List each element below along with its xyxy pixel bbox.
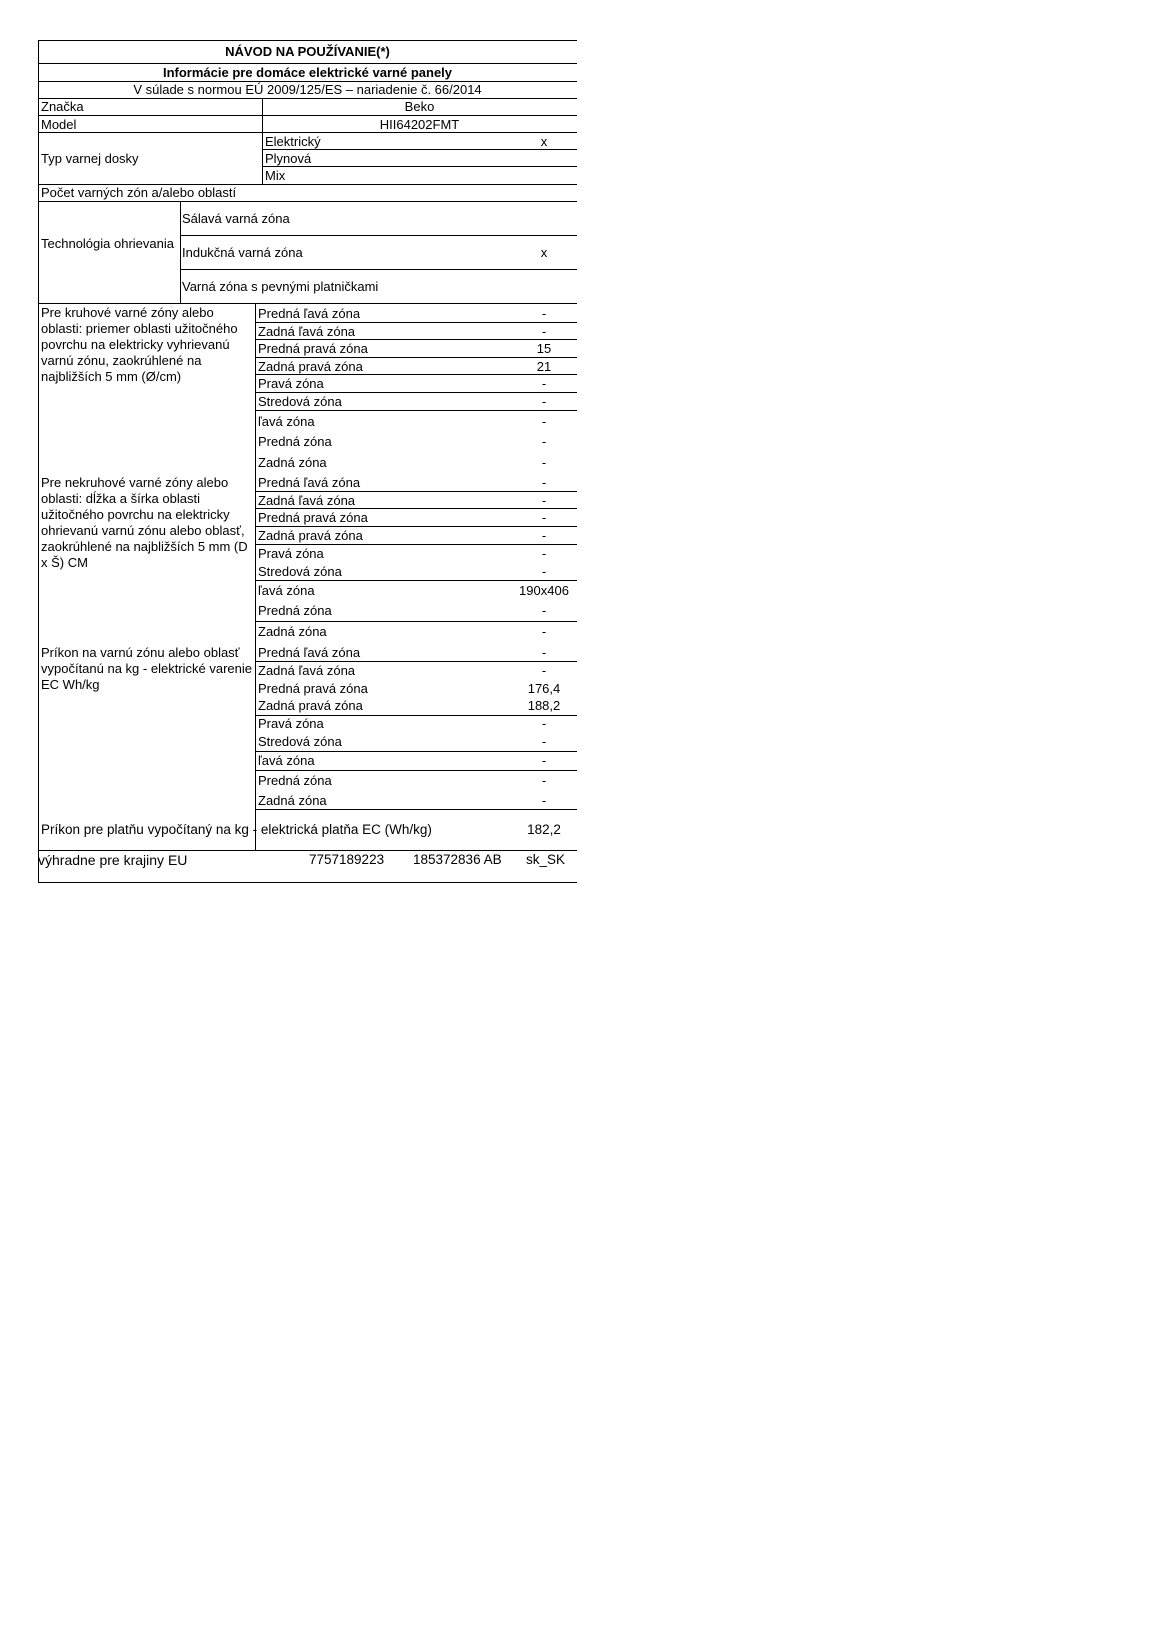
- section-label-round: Pre kruhové varné zóny alebo oblasti: priemer oblasti užitočného povrchu na elektricky vyhrievanú varnú zónu, zaokrúhlené na najbližších 5 mm (Ø/cm): [41, 305, 238, 384]
- zone-value: -: [541, 414, 547, 429]
- hob-type-option: Mix: [265, 168, 286, 183]
- zone-name: ľavá zóna: [258, 753, 315, 768]
- zone-value: 21: [536, 359, 552, 374]
- rule: [262, 166, 577, 167]
- rule: [180, 235, 577, 236]
- zone-name: Zadná pravá zóna: [258, 698, 363, 713]
- rule: [38, 132, 577, 133]
- zone-value: 188,2: [527, 698, 561, 713]
- zone-value: -: [541, 394, 547, 409]
- zone-name: Zadná ľavá zóna: [258, 493, 356, 508]
- zone-name: Zadná ľavá zóna: [258, 324, 356, 339]
- brand-label: Značka: [41, 99, 84, 114]
- rule: [38, 40, 39, 883]
- rule: [255, 491, 577, 492]
- zone-name: Predná pravá zóna: [258, 510, 368, 525]
- zone-name: Zadná zóna: [258, 793, 327, 808]
- rule: [255, 621, 577, 622]
- zone-value: 176,4: [527, 681, 561, 696]
- zone-name: Zadná pravá zóna: [258, 359, 363, 374]
- footer-region: výhradne pre krajiny EU: [38, 852, 188, 868]
- zone-name: Predná pravá zóna: [258, 681, 368, 696]
- zone-name: ľavá zóna: [258, 583, 315, 598]
- zone-value: -: [541, 603, 547, 618]
- section-label-nonround: Pre nekruhové varné zóny alebo oblasti: dĺžka a šírka oblasti užitočného povrchu na elektricky ohrievanú varnú zónu alebo oblasť, zaokrúhlené na najbližších 5 mm (D x Š) CM: [41, 475, 248, 570]
- rule: [38, 115, 577, 116]
- zone-value: -: [541, 510, 547, 525]
- heating-option: Varná zóna s pevnými platničkami: [182, 279, 379, 294]
- zone-name: Stredová zóna: [258, 564, 342, 579]
- zone-name: Pravá zóna: [258, 716, 324, 731]
- hob-type-option: Elektrický: [265, 134, 321, 149]
- zones-count-label: Počet varných zón a/alebo oblastí: [41, 185, 237, 200]
- heating-technology-label: Technológia ohrievania: [41, 236, 174, 251]
- zone-name: Zadná ľavá zóna: [258, 663, 356, 678]
- rule: [255, 661, 577, 662]
- total-value: 182,2: [527, 822, 561, 837]
- zone-value: -: [541, 773, 547, 788]
- zone-value: -: [541, 793, 547, 808]
- zone-name: ľavá zóna: [258, 414, 315, 429]
- rule: [255, 809, 577, 810]
- zone-value: -: [541, 734, 547, 749]
- heating-option: Sálavá varná zóna: [182, 211, 290, 226]
- zone-value: -: [541, 716, 547, 731]
- zone-name: Predná pravá zóna: [258, 341, 368, 356]
- rule: [255, 526, 577, 527]
- rule: [255, 392, 577, 393]
- rule: [38, 303, 577, 304]
- document-subtitle: Informácie pre domáce elektrické varné panely: [162, 65, 453, 80]
- hob-type-label: Typ varnej dosky: [41, 151, 139, 166]
- zone-value: 190x406: [519, 583, 569, 598]
- zone-name: Stredová zóna: [258, 394, 342, 409]
- rule: [255, 580, 577, 581]
- rule: [255, 508, 577, 509]
- zone-name: Predná zóna: [258, 434, 332, 449]
- zone-name: Stredová zóna: [258, 734, 342, 749]
- zone-name: Pravá zóna: [258, 546, 324, 561]
- rule: [255, 357, 577, 358]
- footer-code-1: 7757189223: [309, 852, 385, 867]
- zone-name: Predná ľavá zóna: [258, 645, 361, 660]
- rule: [255, 751, 577, 752]
- zone-name: Zadná zóna: [258, 624, 327, 639]
- hob-type-mark: x: [540, 134, 548, 149]
- total-label: Príkon pre platňu vypočítaný na kg - elektrická platňa EC (Wh/kg): [41, 822, 432, 837]
- norm-text: V súlade s normou EÚ 2009/125/ES – nariadenie č. 66/2014: [133, 82, 482, 97]
- hob-type-option: Plynová: [265, 151, 312, 166]
- zone-value: -: [541, 493, 547, 508]
- zone-value: -: [541, 564, 547, 579]
- section-label-power: Príkon na varnú zónu alebo oblasť vypočítanú na kg - elektrické varenie EC Wh/kg: [41, 645, 252, 692]
- zone-value: -: [541, 306, 547, 321]
- model-label: Model: [41, 117, 77, 132]
- zone-name: Predná ľavá zóna: [258, 306, 361, 321]
- rule: [262, 149, 577, 150]
- model-value: HII64202FMT: [379, 117, 460, 132]
- zone-value: -: [541, 663, 547, 678]
- zone-value: -: [541, 475, 547, 490]
- zone-value: -: [541, 546, 547, 561]
- brand-value: Beko: [404, 99, 435, 114]
- zone-value: -: [541, 324, 547, 339]
- zone-name: Predná zóna: [258, 603, 332, 618]
- rule: [255, 544, 577, 545]
- document-title: NÁVOD NA POUŽÍVANIE(*): [225, 44, 390, 59]
- rule: [255, 770, 577, 771]
- zone-value: -: [541, 528, 547, 543]
- rule: [38, 882, 577, 883]
- rule: [38, 40, 577, 41]
- footer-code-2: 185372836 AB: [413, 852, 502, 867]
- zone-value: 15: [536, 341, 552, 356]
- zone-name: Zadná pravá zóna: [258, 528, 363, 543]
- rule: [180, 201, 181, 303]
- rule: [255, 374, 577, 375]
- rule: [38, 201, 577, 202]
- zone-name: Pravá zóna: [258, 376, 324, 391]
- zone-value: -: [541, 434, 547, 449]
- footer-locale: sk_SK: [526, 852, 566, 867]
- zone-value: -: [541, 455, 547, 470]
- zone-value: -: [541, 753, 547, 768]
- rule: [38, 63, 577, 64]
- rule: [255, 339, 577, 340]
- rule: [180, 269, 577, 270]
- zone-value: -: [541, 624, 547, 639]
- heating-mark: x: [540, 245, 548, 260]
- zone-value: -: [541, 645, 547, 660]
- rule: [255, 322, 577, 323]
- rule: [255, 410, 577, 411]
- zone-name: Predná ľavá zóna: [258, 475, 361, 490]
- zone-value: -: [541, 376, 547, 391]
- heating-option: Indukčná varná zóna: [182, 245, 303, 260]
- rule: [255, 303, 256, 851]
- rule: [38, 850, 577, 851]
- zone-name: Zadná zóna: [258, 455, 327, 470]
- zone-name: Predná zóna: [258, 773, 332, 788]
